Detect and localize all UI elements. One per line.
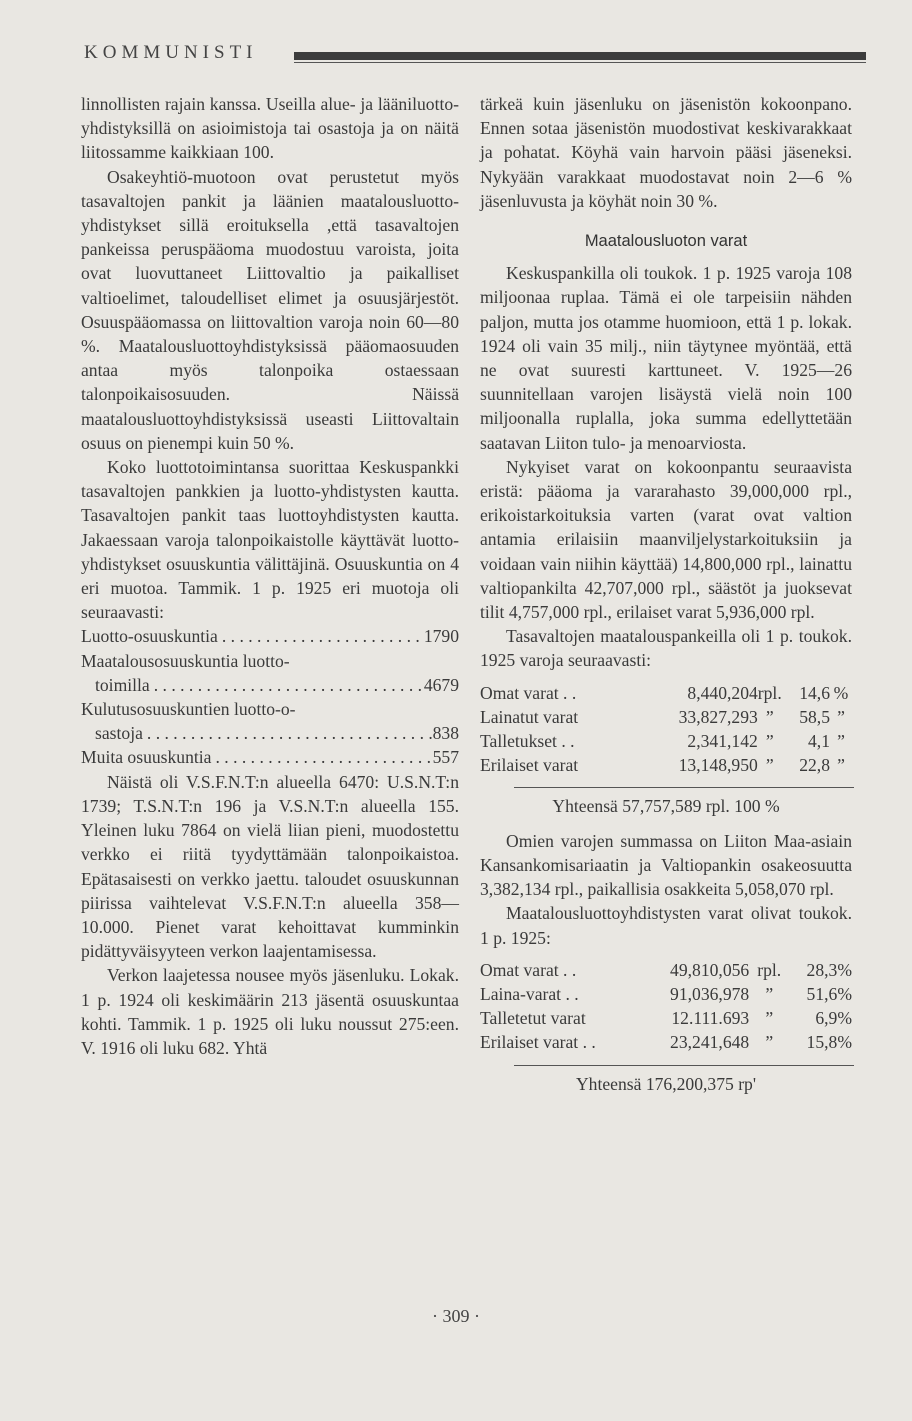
ditto-mark: ” — [765, 983, 774, 1004]
percent: 4,1 — [808, 731, 830, 752]
table-row — [480, 753, 852, 777]
credit-assoc-assets-table — [480, 958, 852, 1055]
table-row — [480, 1006, 852, 1030]
header-rule — [294, 52, 866, 60]
paragraph: linnollisten rajain kanssa. Useilla alue- ja lääniluotto-yhdistyksillä on asioimistoja tai osastoja ja on näitä liitossamme kaikkiaan 100. — [81, 94, 459, 163]
ditto-mark: ” — [765, 731, 774, 752]
row-label: Omat varat . . — [480, 682, 577, 703]
paragraph: tärkeä kuin jäsenluku on jäsenistön kokoonpano. Ennen sotaa jäsenistön muodostivat keskivarakkaat ja pohatat. Köyhä vain harvoin pääsi jäseneksi. Nykyään varakkaat muodostavat noin 2—6 % jäsenluvusta ja köyhät noin 30 %. — [480, 94, 852, 211]
row-label: Laina-varat . . — [480, 983, 579, 1004]
amount: 2,341,142 — [687, 731, 758, 752]
amount: 91,036,978 — [670, 983, 750, 1004]
list-item-label: Muita osuuskuntia — [81, 747, 212, 768]
ditto-mark: ” — [765, 1032, 774, 1053]
percent: 51,6% — [806, 983, 852, 1004]
ditto-mark: ” — [837, 706, 845, 727]
unit: rpl. — [757, 959, 782, 980]
list-item — [81, 624, 459, 648]
total-rule — [514, 787, 854, 788]
amount: 33,827,293 — [678, 706, 758, 727]
list-item-value: 557 — [432, 747, 459, 768]
table-total: Yhteensä 176,200,375 rp' — [575, 1073, 757, 1094]
paragraph: Tasavaltojen maatalouspankeilla oli 1 p. toukok. 1925 varoja seuraavasti: — [480, 626, 852, 671]
percent: 22,8 — [799, 755, 830, 776]
list-item-label-cont: sastoja — [95, 723, 143, 744]
bank-assets-table — [480, 681, 852, 778]
list-item-value: 838 — [432, 723, 459, 744]
ditto-mark: ” — [765, 706, 774, 727]
paragraph: Näistä oli V.S.F.N.T:n alueella 6470: U.S.N.T:n 1739; T.S.N.T:n 196 ja V.S.N.T:n alueella 155. Yleinen luku 7864 on vielä liian pieni, muodostettu verkko ei riitä tyydyttämään talonpoikaistoa. Epätasaisesti on verkko jaettu. taloudet osuuskunnan piirissa vaihtelevat V.S.F.N.T:n alueella 358—10.000. Pienet varat kehoittavat kumminkin pidättyväisyyteen verkon laajentamisessa. — [81, 771, 459, 962]
amount: 8,440,204 — [687, 682, 758, 703]
leader-dots — [150, 673, 424, 697]
right-column — [480, 92, 852, 1106]
ditto-mark: ” — [765, 755, 774, 776]
amount: 23,241,648 — [670, 1032, 750, 1053]
amount: 49,810,056 — [670, 959, 750, 980]
row-label: Talletukset . . — [480, 731, 575, 752]
row-label: Erilaiset varat — [480, 755, 579, 776]
list-item-label: Luotto-osuuskuntia — [81, 626, 218, 647]
list-item — [81, 649, 459, 697]
list-item-label: Kulutusosuuskuntien luotto-o- — [81, 699, 296, 720]
journal-title: KOMMUNISTI — [84, 42, 258, 63]
row-label: Erilaiset varat . . — [480, 1032, 596, 1053]
amount: 13,148,950 — [678, 755, 758, 776]
ditto-mark: ” — [837, 731, 845, 752]
percent: 15,8% — [806, 1032, 852, 1053]
list-item-value: 1790 — [423, 626, 459, 647]
section-heading: Maatalousluoton varat — [584, 232, 748, 251]
percent: 28,3% — [806, 959, 852, 980]
cooperative-list — [81, 624, 459, 769]
table-row — [480, 1030, 852, 1054]
paragraph: Verkon laajetessa nousee myös jäsenluku. Lokak. 1 p. 1924 oli keskimäärin 213 jäsentä osuuskuntaa kohti. Tammik. 1 p. 1925 oli luku noussut 275:een. V. 1916 oli luku 682. Yhtä — [81, 965, 459, 1058]
total-rule — [514, 1065, 854, 1066]
list-item-label-cont: toimilla — [95, 674, 150, 695]
leader-dots — [211, 745, 432, 769]
paragraph: Osakeyhtiö-muotoon ovat perustetut myös tasavaltojen pankit ja läänien maatalousluotto-yhdistykset sillä eroituksella ,että tasavaltojen pankeissa peruspääoma muodostuu varoista, joita ovat luovuttaneet Liittovaltio ja paikalliset valtioelimet, taloudelliset elimet ja osuusjärjestöt. Osuuspääomassa on liittovaltion varoja noin 60—80 %. Maatalousluottoyhdistyksissä pääomaosuuden antaa myös talonpoika ostaessaan talonpoikaisosuuden. Näissä maatalousluottoyhdistyksissä useasti Liittovaltain osuus on pienempi kuin 50 %. — [81, 166, 459, 453]
table-total: Yhteensä 57,757,589 rpl. 100 % — [552, 796, 780, 817]
running-header — [84, 42, 866, 78]
header-rule-thin — [294, 62, 866, 63]
page-number: · 309 · — [432, 1306, 480, 1326]
paragraph: Keskuspankilla oli toukok. 1 p. 1925 varoja 108 miljoonaa ruplaa. Tämä ei ole tarpeisiin nähden paljon, mutta jos otamme huomioon, että 1 p. lokak. 1924 oli vain 35 milj., niin täytynee myöntää, että ne ovat suuresti karttuneet. V. 1925—26 suunnitellaan varojen lisäystä vielä noin 100 miljoonalla ruplalla, joka summa edellyttetään saatavan Liiton tulo- ja menoarviosta. — [480, 263, 852, 453]
table-row — [480, 958, 852, 982]
percent: 6,9% — [815, 1008, 852, 1029]
list-item — [81, 697, 459, 745]
paragraph: Nykyiset varat on kokoonpantu seuraavista eristä: pääoma ja vararahasto 39,000,000 rpl., erikoistarkoituksia varten (varat ovat valtion antamia erilaisiin maanviljelystarkoituksiin ja voidaan vain niihin käyttää) 14,800,000 rpl., lainattu valtiopankilta 42,707,000 rpl., säästöt ja juoksevat tilit 4,757,000 rpl., erilaiset varat 5,936,000 rpl. — [480, 456, 852, 623]
list-item — [81, 745, 459, 769]
ditto-mark: ” — [765, 1008, 774, 1029]
table-row — [480, 681, 852, 705]
list-item-label: Maatalousosuuskuntia luotto- — [81, 650, 290, 671]
paragraph: Maatalousluottoyhdistysten varat olivat toukok. 1 p. 1925: — [480, 903, 852, 948]
leader-dots — [143, 721, 433, 745]
left-column — [81, 92, 459, 1060]
table-row — [480, 729, 852, 753]
percent: 58,5 — [799, 706, 830, 727]
paragraph: Koko luottotoimintansa suorittaa Keskuspankki tasavaltojen pankkien ja luotto-yhdistysten kautta. Tasavaltojen pankit taas luottoyhdistysten kautta. Jakaessaan varoja talonpoikaistolle käyttävät luotto-yhdistykset osuuskuntia välittäjinä. Osuuskuntia on 4 eri muotoa. Tammik. 1 p. 1925 eri muotoja oli seuraavasti: — [81, 457, 459, 623]
unit: rpl. — [757, 682, 782, 703]
list-item-value: 4679 — [423, 674, 459, 695]
percent-sign: % — [833, 682, 849, 703]
row-label: Talletetut varat — [480, 1008, 586, 1029]
amount: 12.111.693 — [671, 1008, 750, 1029]
row-label: Omat varat . . — [480, 959, 577, 980]
table-row — [480, 705, 852, 729]
leader-dots — [218, 624, 424, 648]
percent: 14,6 — [799, 682, 830, 703]
row-label: Lainatut varat — [480, 706, 579, 727]
table-row — [480, 982, 852, 1006]
paragraph: Omien varojen summassa on Liiton Maa-asiain Kansankomisariaatin ja Valtiopankin osakeosuutta 3,382,134 rpl., paikallisia osakkeita 5,058,070 rpl. — [480, 830, 852, 900]
ditto-mark: ” — [837, 755, 845, 776]
